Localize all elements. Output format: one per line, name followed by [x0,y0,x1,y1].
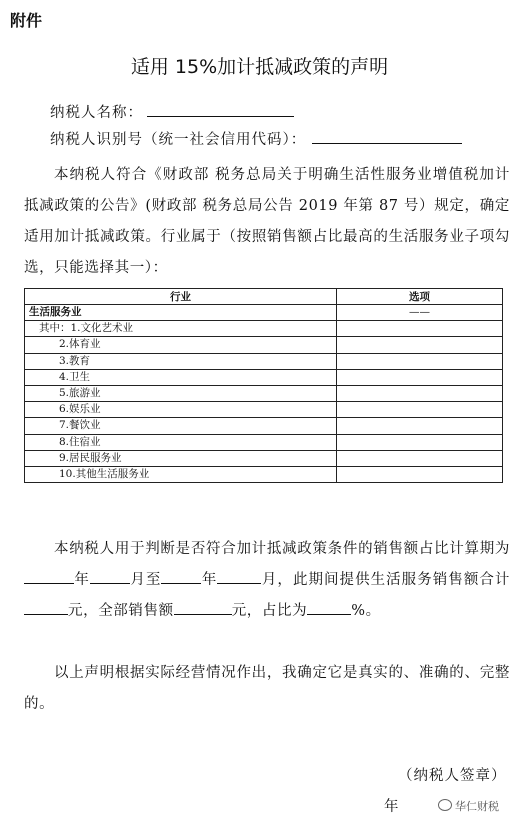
option-cell[interactable] [337,385,503,401]
signature-label: （纳税人签章） [398,768,507,784]
life-service-sales-blank[interactable] [24,600,68,615]
ratio-paragraph [24,534,510,627]
taxpayer-name-blank[interactable] [147,102,294,117]
table-row [25,418,503,434]
table-header-row [25,289,503,305]
ratio-text: 元，全部销售额 [68,603,174,619]
industry-item: 2.体育业 [25,337,337,353]
option-cell[interactable] [337,402,503,418]
industry-item: 其中：1.文化艺术业 [25,321,337,337]
ratio-text: 元，占比为 [231,603,308,619]
taxpayer-name-label: 纳税人名称： [50,105,143,121]
table-row [25,466,503,482]
header-option: 选项 [337,289,503,305]
ratio-text: %。 [351,603,381,619]
option-cell[interactable] [337,353,503,369]
declaration-paragraph: 以上声明根据实际经营情况作出，我确定它是真实的、准确的、完整的。 [24,665,510,712]
end-year-blank[interactable] [161,569,201,584]
table-row [25,353,503,369]
taxpayer-name-row [50,101,294,122]
table-row [25,337,503,353]
table-row [25,402,503,418]
taxpayer-id-blank[interactable] [312,129,462,144]
industry-item: 6.娱乐业 [25,402,337,418]
industry-item: 9.居民服务业 [25,450,337,466]
option-cell[interactable] [337,418,503,434]
option-cell[interactable] [337,369,503,385]
table-row [25,305,503,321]
ratio-percent-blank[interactable] [307,600,351,615]
table-row [25,369,503,385]
start-year-blank[interactable] [24,569,74,584]
option-cell[interactable] [337,321,503,337]
ratio-text: 年 [74,572,90,588]
category-option-cell: —— [337,305,503,321]
attachment-label: 附件 [10,11,43,30]
industry-item: 5.旅游业 [25,385,337,401]
option-cell[interactable] [337,434,503,450]
ratio-text: 本纳税人用于判断是否符合加计抵减政策条件的销售额占比计算期为 [54,541,510,557]
industry-item: 10.其他生活服务业 [25,466,337,482]
industry-item: 3.教育 [25,353,337,369]
industry-item: 8.住宿业 [25,434,337,450]
start-month-blank[interactable] [90,569,130,584]
industry-item: 4.卫生 [25,369,337,385]
taxpayer-id-label: 纳税人识别号（统一社会信用代码）： [50,132,307,148]
watermark [438,798,499,814]
intro-paragraph: 本纳税人符合《财政部 税务总局关于明确生活性服务业增值税加计抵减政策的公告》(财政部 税务总局公告 2019 年第 87 号）规定，确定适用加计抵减政策。行业属于（按照销售额占比最高的生活服务业子项勾选，只能选择其一）： [24,167,510,276]
option-cell[interactable] [337,337,503,353]
page-title: 适用 15%加计抵减政策的声明 [130,56,389,78]
table-row [25,385,503,401]
industry-table [24,288,503,483]
ratio-text: 月，此期间提供生活服务销售额合计 [261,572,510,588]
table-row [25,321,503,337]
taxpayer-id-row [50,128,462,149]
watermark-text: 华仁财税 [455,800,499,813]
category-cell: 生活服务业 [25,305,337,321]
end-month-blank[interactable] [217,569,261,584]
industry-item: 7.餐饮业 [25,418,337,434]
total-sales-blank[interactable] [174,600,232,615]
ratio-text: 年 [201,572,218,588]
option-cell[interactable] [337,450,503,466]
option-cell[interactable] [337,466,503,482]
date-year-label: 年 [384,799,400,815]
table-row [25,450,503,466]
header-industry: 行业 [25,289,337,305]
ratio-text: 月至 [129,572,162,588]
wechat-icon [438,799,452,811]
table-row [25,434,503,450]
